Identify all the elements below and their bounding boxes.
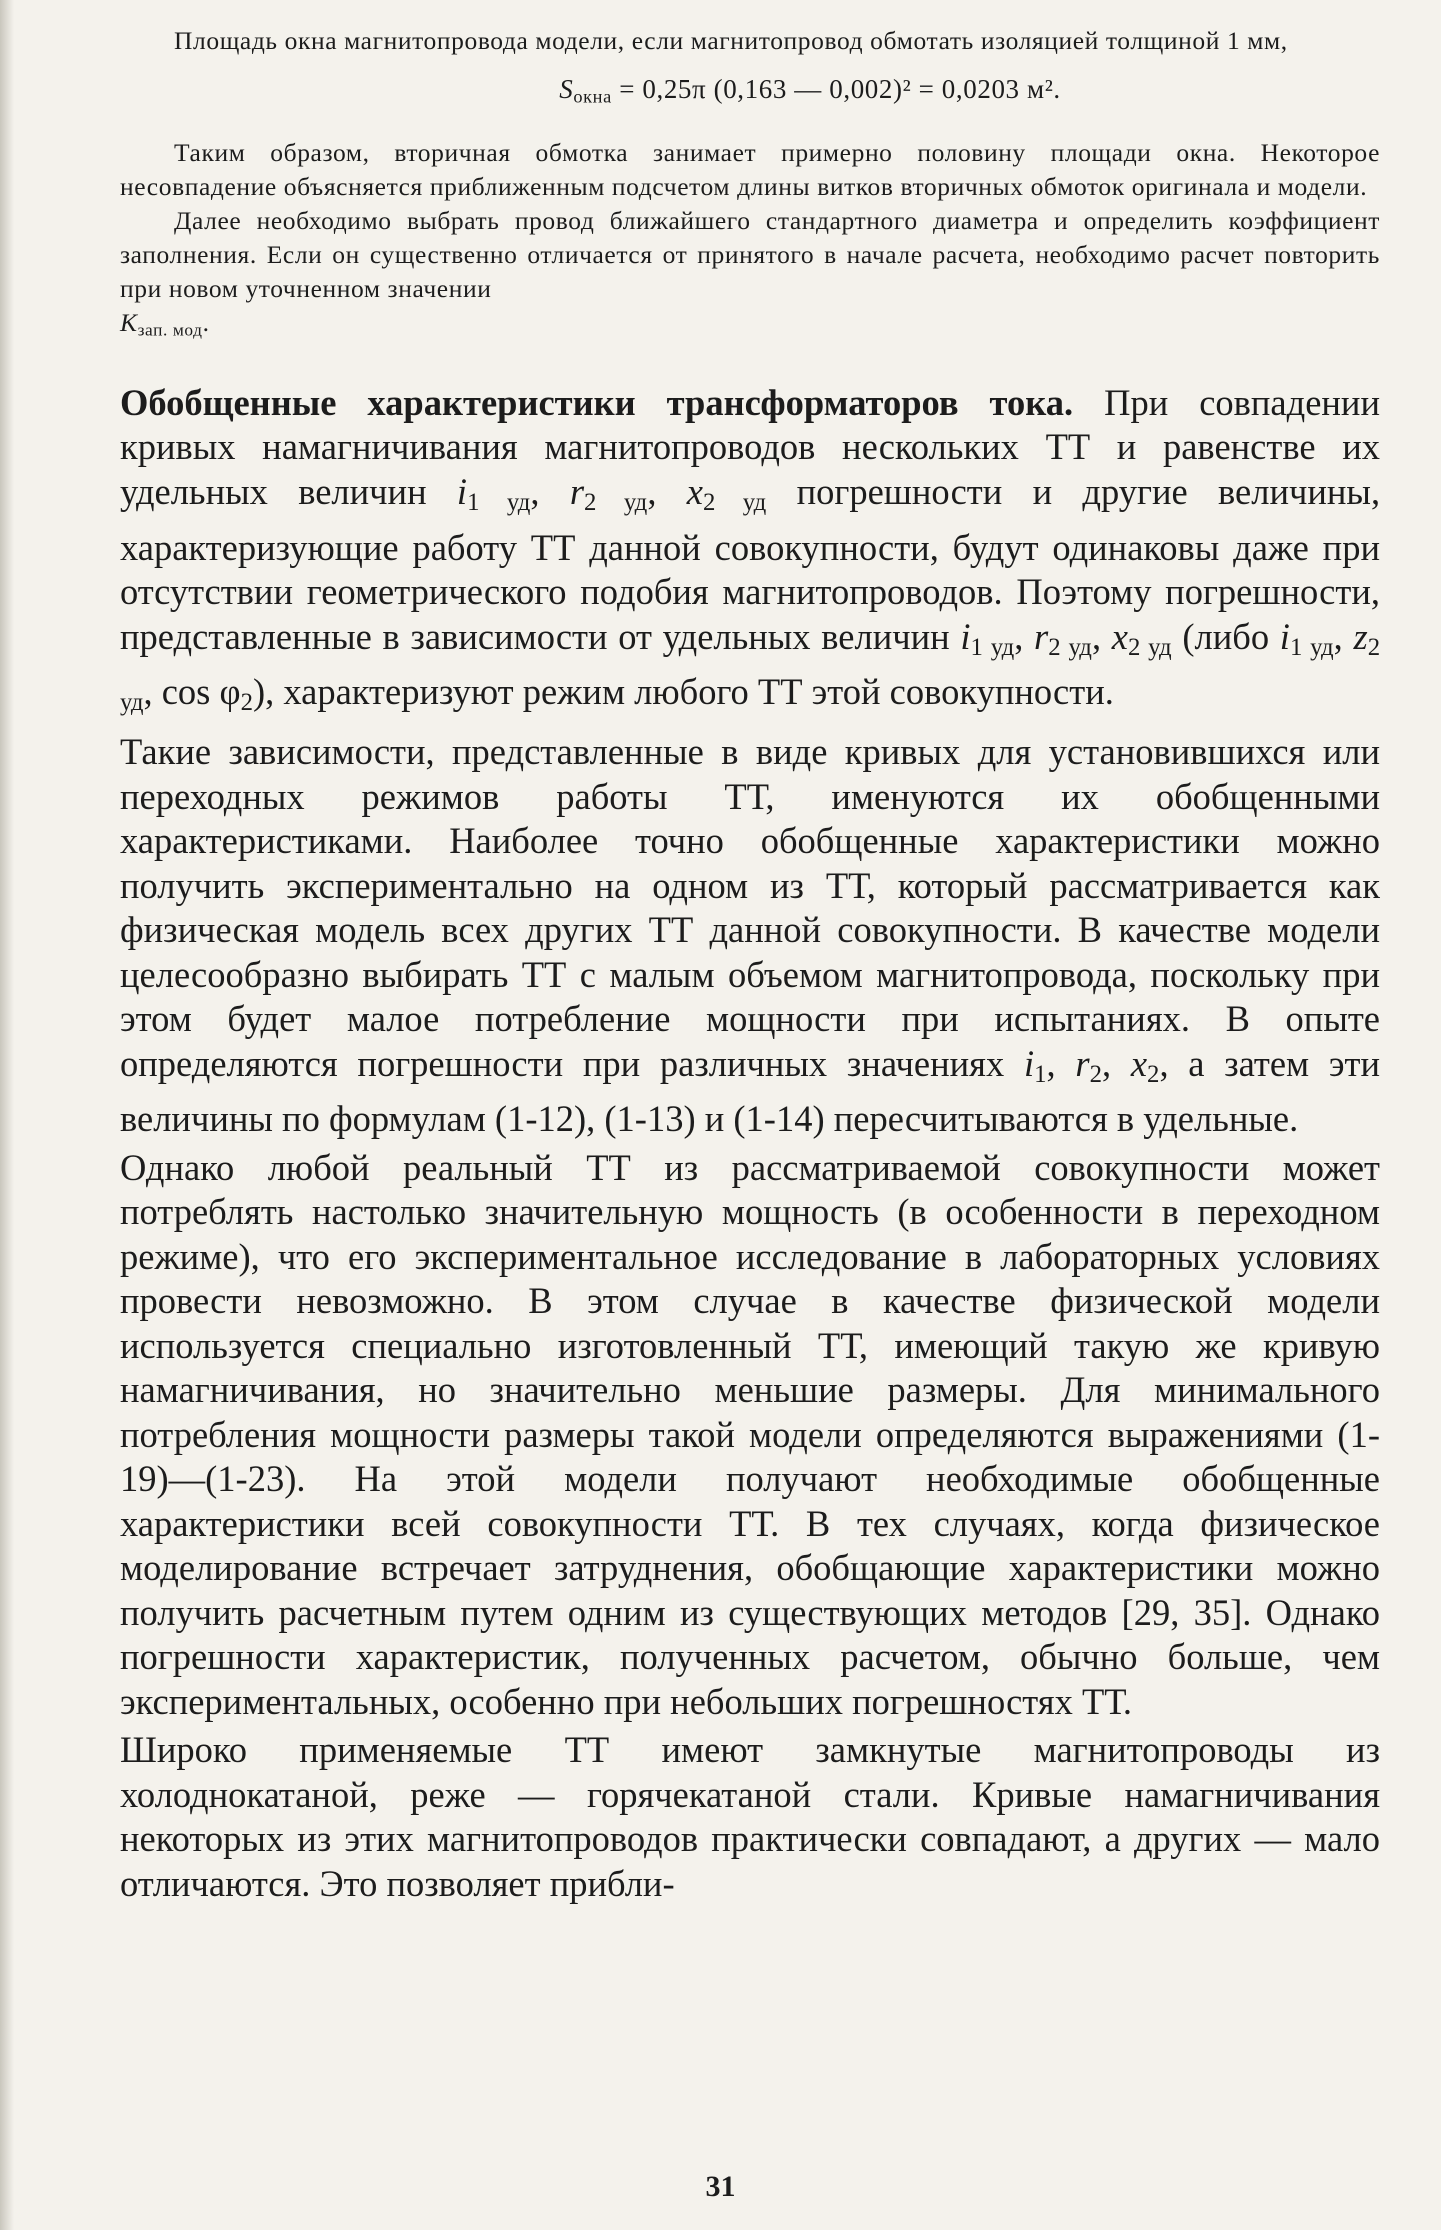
sym-i1-sub: 1 уд bbox=[467, 489, 531, 517]
symbol-k: K bbox=[120, 307, 138, 337]
sym-r2: r bbox=[1075, 1042, 1090, 1084]
sym-sep: , bbox=[1333, 615, 1354, 657]
sym-sep: , bbox=[647, 470, 687, 512]
formula-symbol-s: S bbox=[559, 74, 574, 104]
sym-x2: x bbox=[686, 470, 703, 512]
sym-x2-sub: 2 уд bbox=[702, 489, 767, 517]
sym-i1: i bbox=[456, 470, 468, 512]
sym-x2-sub: 2 bbox=[1147, 1060, 1160, 1088]
sym-x2: x bbox=[1111, 615, 1128, 657]
sym-sep: , bbox=[1014, 615, 1035, 657]
sym-r2-sub: 2 bbox=[1089, 1060, 1102, 1088]
wire-selection-text: Далее необходимо выбрать провод ближайшего стандартного диаметра и определить коэффициент заполнения. Если он существенно отличается от принятого в начале расчета, необходимо расчет повторить при новом уточненном значении bbox=[120, 205, 1380, 303]
sym-x2: x bbox=[1130, 1042, 1148, 1084]
generalized-text-a: При совпадении кривых намагничивания магнитопроводов нескольких ТТ и равенстве их удельных величин bbox=[120, 381, 1381, 512]
generalized-text-b: погрешности и другие величины, характеризующие работу ТТ данной совокупности, будут одинаковы даже при отсутствии геометрического подобия магнитопроводов. Поэтому погрешности, представленные в зависимости от удельных величин bbox=[120, 470, 1381, 657]
sym-r2: r bbox=[569, 470, 585, 512]
sym-i1-sub: 1 уд bbox=[1289, 633, 1334, 661]
dependencies-text-b: , а затем эти величины по формулам (1-12), (1-13) и (1-14) пересчитываются в удельные. bbox=[120, 1042, 1381, 1140]
formula-subscript: окна bbox=[573, 86, 612, 107]
scan-edge-shadow bbox=[0, 0, 14, 2230]
sym-sep: , bbox=[530, 470, 570, 512]
paragraph-physical-model: Однако любой реальный ТТ из рассматриваемой совокупности может потреблять настолько значительную мощность (в особенности в переходном режиме), что его экспериментальное исследование в лабораторных условиях провести невозможно. В этом случае в качестве физической модели используется специально изготовленный ТТ, имеющий такую же кривую намагничивания, но значительно меньшие размеры. Для минимального потребления мощности размеры такой модели определяются выражениями (1-19)—(1-23). На этой модели получают необходимые обобщенные характеристики всей совокупности ТТ. В тех случаях, когда физическое моделирование встречает затруднения, обобщающие характеристики можно получить расчетным путем одним из существующих методов [29, 35]. Однако погрешности характеристик, полученных расчетом, обычно больше, чем экспериментальных, особенно при небольших погрешностях ТТ. bbox=[120, 1146, 1380, 1722]
sym-sep: , bbox=[1101, 1042, 1131, 1084]
sym-sep: , bbox=[1046, 1042, 1076, 1084]
sym-i1: i bbox=[960, 615, 971, 657]
sym-i1: i bbox=[1279, 615, 1290, 657]
paragraph-window-area: Площадь окна магнитопровода модели, если магнитопровод обмотать изоляцией толщиной 1 мм, bbox=[174, 26, 1288, 55]
generalized-text-c: (либо bbox=[1171, 615, 1280, 657]
small-print-block bbox=[120, 24, 1380, 347]
sym-z2: z bbox=[1353, 615, 1368, 657]
sym-i1-sub: 1 уд bbox=[970, 633, 1015, 661]
symbol-k-subscript: зап. мод bbox=[137, 319, 203, 339]
formula-window-area bbox=[120, 72, 1380, 114]
sym-z2-sub: 2 уд bbox=[120, 633, 1381, 717]
dependencies-text-a: Такие зависимости, представленные в виде кривых для установившихся или переходных режимов работы ТТ, именуются их обобщенными характеристиками. Наиболее точно обобщенные характеристики можно получить экспериментально на одном из ТТ, который рассматривается как физическая модель всех других ТТ данной совокупности. В качестве модели целесообразно выбирать ТТ с малым объемом магнитопровода, поскольку при этом будет малое потребление мощности при испытаниях. В опыте определяются погрешности при различных значениях bbox=[120, 731, 1380, 1084]
paragraph-secondary-winding: Таким образом, вторичная обмотка занимает примерно половину площади окна. Некоторое несовпадение объясняется приближенным подсчетом длины витков вторичных обмоток оригинала и модели. bbox=[120, 137, 1380, 201]
main-text-block bbox=[120, 381, 1380, 1906]
formula-rhs: = 0,25π (0,163 — 0,002)² = 0,0203 м². bbox=[611, 74, 1061, 104]
sym-sep: , bbox=[1091, 615, 1112, 657]
sym-cos-phi: cos φ bbox=[161, 671, 241, 713]
sym-r2-sub: 2 уд bbox=[1048, 633, 1092, 661]
page-number: 31 bbox=[705, 2170, 736, 2203]
sym-r2: r bbox=[1034, 615, 1049, 657]
sym-sep: , bbox=[143, 671, 162, 713]
section-heading: Обобщенные характеристики трансформаторов тока. bbox=[120, 381, 1074, 423]
sym-i1-sub: 1 bbox=[1034, 1060, 1047, 1088]
paragraph-wire-selection bbox=[120, 204, 1380, 347]
sym-i1: i bbox=[1023, 1042, 1035, 1084]
sym-x2-sub: 2 уд bbox=[1127, 633, 1172, 661]
paragraph-dependencies bbox=[120, 730, 1380, 1142]
paragraph-steel: Широко применяемые ТТ имеют замкнутые магнитопроводы из холоднокатаной, реже — горячекатаной стали. Кривые намагничивания некоторых из этих магнитопроводов практически совпадают, а других — мало отличаются. Это позволяет прибли- bbox=[120, 1729, 1380, 1904]
sym-r2-sub: 2 уд bbox=[584, 489, 648, 517]
paragraph-generalized bbox=[120, 381, 1380, 726]
sym-cos-phi-sub: 2 bbox=[240, 689, 253, 717]
wire-selection-end: . bbox=[202, 307, 210, 337]
page-body bbox=[120, 24, 1380, 1906]
generalized-text-d: ), характеризуют режим любого ТТ этой совокупности. bbox=[252, 671, 1114, 713]
